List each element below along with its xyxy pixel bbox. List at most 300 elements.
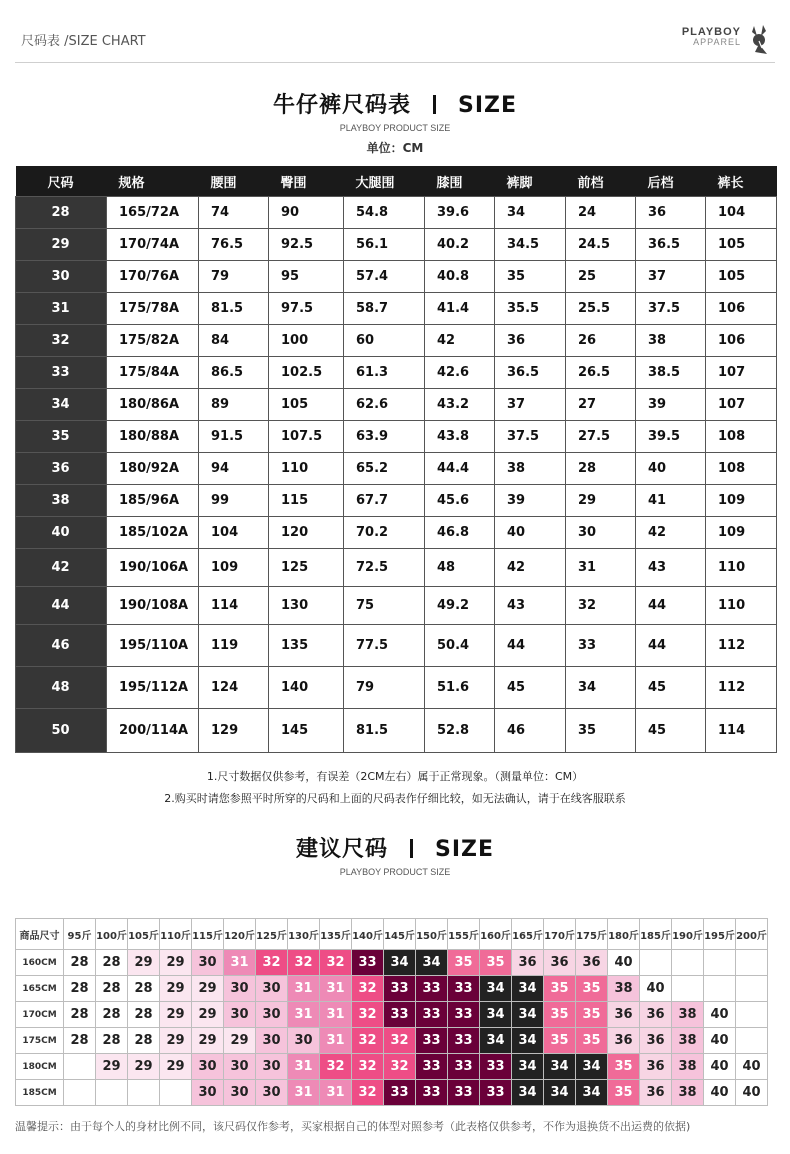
- size-chart-title: 牛仔裤尺码表: [272, 93, 411, 118]
- recommend-cell: 29: [128, 1054, 160, 1080]
- table-cell: 106: [706, 293, 777, 325]
- size-label: 32: [16, 325, 107, 357]
- recommend-cell: 34: [480, 976, 512, 1002]
- recommend-cell: 38: [672, 1028, 704, 1054]
- recommend-cell: 33: [416, 1080, 448, 1106]
- table-cell: 77.5: [344, 625, 425, 667]
- table-cell: 45.6: [425, 485, 495, 517]
- table-cell: 30: [566, 517, 636, 549]
- table-cell: 44: [636, 625, 706, 667]
- weight-header: 200斤: [736, 919, 768, 950]
- table-cell: 50.4: [425, 625, 495, 667]
- table-cell: 109: [199, 549, 269, 587]
- table-cell: 145: [269, 709, 344, 753]
- size-chart-subtitle: PLAYBOY PRODUCT SIZE: [339, 123, 451, 133]
- table-cell: 79: [344, 667, 425, 709]
- table-cell: 25.5: [566, 293, 636, 325]
- table-cell: 76.5: [199, 229, 269, 261]
- recommend-cell: 29: [160, 950, 192, 976]
- size-label: 44: [16, 587, 107, 625]
- recommend-cell: 33: [384, 1002, 416, 1028]
- recommend-cell: 35: [576, 1002, 608, 1028]
- recommend-cell: 36: [640, 1028, 672, 1054]
- table-cell: 42: [495, 549, 566, 587]
- table-cell: 75: [344, 587, 425, 625]
- height-row: [16, 1028, 768, 1054]
- recommend-cell: 32: [352, 1028, 384, 1054]
- table-row: [16, 517, 777, 549]
- recommend-cell: [160, 1080, 192, 1106]
- recommend-cell: 33: [416, 1002, 448, 1028]
- recommend-cell: 30: [192, 950, 224, 976]
- table-cell: 125: [269, 549, 344, 587]
- table-cell: 34: [566, 667, 636, 709]
- recommend-cell: [640, 950, 672, 976]
- table-cell: 25: [566, 261, 636, 293]
- table-cell: 95: [269, 261, 344, 293]
- recommend-cell: 29: [192, 1002, 224, 1028]
- recommend-cell: 32: [352, 1054, 384, 1080]
- recommend-cell: 34: [512, 1054, 544, 1080]
- table-cell: 109: [706, 517, 777, 549]
- table-cell: 60: [344, 325, 425, 357]
- recommend-title-block: [0, 832, 790, 877]
- brand-name: PLAYBOY: [681, 26, 741, 38]
- title-divider: [410, 839, 413, 858]
- recommend-cell: [736, 1028, 768, 1054]
- table-cell: 108: [706, 421, 777, 453]
- table-cell: 24.5: [566, 229, 636, 261]
- recommend-cell: 36: [544, 950, 576, 976]
- table-cell: 40.8: [425, 261, 495, 293]
- table-cell: 140: [269, 667, 344, 709]
- size-label: 46: [16, 625, 107, 667]
- recommend-cell: 31: [320, 1002, 352, 1028]
- table-cell: 100: [269, 325, 344, 357]
- recommend-cell: 40: [640, 976, 672, 1002]
- table-cell: 104: [706, 197, 777, 229]
- recommend-cell: 33: [384, 1080, 416, 1106]
- table-cell: 170/74A: [107, 229, 199, 261]
- table-cell: 135: [269, 625, 344, 667]
- table-cell: 65.2: [344, 453, 425, 485]
- table-cell: 105: [269, 389, 344, 421]
- column-header: 大腿围: [344, 166, 425, 197]
- recommend-cell: 32: [352, 1080, 384, 1106]
- recommend-cell: 31: [224, 950, 256, 976]
- size-label: 30: [16, 261, 107, 293]
- brand-tagline: APPAREL: [693, 37, 741, 47]
- table-cell: 107: [706, 389, 777, 421]
- recommend-cell: 30: [224, 1054, 256, 1080]
- table-cell: 185/96A: [107, 485, 199, 517]
- recommend-cell: 33: [352, 950, 384, 976]
- recommend-cell: 40: [736, 1054, 768, 1080]
- weight-header: 185斤: [640, 919, 672, 950]
- table-cell: 119: [199, 625, 269, 667]
- height-label: 170CM: [16, 1002, 64, 1028]
- table-cell: 39.5: [636, 421, 706, 453]
- table-cell: 32: [566, 587, 636, 625]
- table-cell: 195/110A: [107, 625, 199, 667]
- table-cell: 190/108A: [107, 587, 199, 625]
- table-cell: 38: [636, 325, 706, 357]
- recommend-cell: 30: [256, 1028, 288, 1054]
- recommend-cell: 34: [544, 1054, 576, 1080]
- recommend-cell: 34: [416, 950, 448, 976]
- table-cell: 81.5: [199, 293, 269, 325]
- table-cell: 24: [566, 197, 636, 229]
- table-cell: 52.8: [425, 709, 495, 753]
- table-cell: 42.6: [425, 357, 495, 389]
- table-cell: 105: [706, 261, 777, 293]
- table-row: [16, 229, 777, 261]
- recommend-cell: 30: [256, 976, 288, 1002]
- table-cell: 42: [425, 325, 495, 357]
- recommend-cell: 31: [320, 1080, 352, 1106]
- table-cell: 114: [706, 709, 777, 753]
- table-cell: 31: [566, 549, 636, 587]
- table-cell: 124: [199, 667, 269, 709]
- table-row: [16, 625, 777, 667]
- weight-header: 110斤: [160, 919, 192, 950]
- recommend-cell: 28: [64, 1002, 96, 1028]
- table-cell: 165/72A: [107, 197, 199, 229]
- table-row: [16, 485, 777, 517]
- notes: [0, 766, 790, 810]
- recommend-cell: 28: [128, 1002, 160, 1028]
- height-label: 160CM: [16, 950, 64, 976]
- recommend-cell: 36: [640, 1054, 672, 1080]
- recommend-cell: 32: [352, 1002, 384, 1028]
- table-cell: 37: [636, 261, 706, 293]
- table-cell: 99: [199, 485, 269, 517]
- table-cell: 43.8: [425, 421, 495, 453]
- height-row: [16, 1080, 768, 1106]
- note-2: 2.购买时请您参照平时所穿的尺码和上面的尺码表作仔细比较，如无法确认，请于在线客服联系: [164, 792, 626, 805]
- table-cell: 62.6: [344, 389, 425, 421]
- recommend-cell: 28: [64, 976, 96, 1002]
- table-cell: 91.5: [199, 421, 269, 453]
- table-cell: 39: [636, 389, 706, 421]
- recommend-cell: 34: [512, 976, 544, 1002]
- recommend-cell: 38: [672, 1002, 704, 1028]
- table-cell: 36.5: [495, 357, 566, 389]
- table-cell: 180/88A: [107, 421, 199, 453]
- table-cell: 35.5: [495, 293, 566, 325]
- recommend-cell: 28: [96, 976, 128, 1002]
- recommend-cell: 29: [192, 976, 224, 1002]
- table-cell: 63.9: [344, 421, 425, 453]
- table-cell: 29: [566, 485, 636, 517]
- recommend-cell: 30: [256, 1080, 288, 1106]
- table-cell: 92.5: [269, 229, 344, 261]
- height-label: 185CM: [16, 1080, 64, 1106]
- size-label: 31: [16, 293, 107, 325]
- table-cell: 46: [495, 709, 566, 753]
- recommend-cell: [64, 1054, 96, 1080]
- recommend-cell: 29: [192, 1028, 224, 1054]
- table-cell: 195/112A: [107, 667, 199, 709]
- size-label: 34: [16, 389, 107, 421]
- table-row: [16, 293, 777, 325]
- column-header: 规格: [107, 166, 199, 197]
- table-cell: 170/76A: [107, 261, 199, 293]
- size-label: 50: [16, 709, 107, 753]
- table-cell: 90: [269, 197, 344, 229]
- height-row: [16, 950, 768, 976]
- table-cell: 84: [199, 325, 269, 357]
- recommend-cell: 36: [608, 1028, 640, 1054]
- table-cell: 38.5: [636, 357, 706, 389]
- recommend-cell: 29: [96, 1054, 128, 1080]
- size-label: 40: [16, 517, 107, 549]
- table-cell: 105: [706, 229, 777, 261]
- recommend-cell: [672, 976, 704, 1002]
- recommend-title-en: SIZE: [435, 837, 495, 862]
- recommend-cell: 30: [192, 1054, 224, 1080]
- recommend-cell: 30: [224, 1002, 256, 1028]
- weight-header: 175斤: [576, 919, 608, 950]
- weight-header: 95斤: [64, 919, 96, 950]
- size-label: 42: [16, 549, 107, 587]
- weight-header: 115斤: [192, 919, 224, 950]
- table-cell: 54.8: [344, 197, 425, 229]
- recommend-cell: 29: [160, 976, 192, 1002]
- recommend-cell: 29: [224, 1028, 256, 1054]
- weight-header: 195斤: [704, 919, 736, 950]
- column-header: 裤长: [706, 166, 777, 197]
- recommend-cell: 30: [224, 1080, 256, 1106]
- weight-header: 160斤: [480, 919, 512, 950]
- table-row: [16, 549, 777, 587]
- recommend-cell: 32: [288, 950, 320, 976]
- table-row: [16, 587, 777, 625]
- table-cell: 107: [706, 357, 777, 389]
- table-cell: 175/82A: [107, 325, 199, 357]
- breadcrumb: 尺码表 /SIZE CHART: [21, 34, 146, 49]
- table-cell: 58.7: [344, 293, 425, 325]
- table-cell: 34: [495, 197, 566, 229]
- recommend-cell: 34: [544, 1080, 576, 1106]
- table-cell: 104: [199, 517, 269, 549]
- table-cell: 39.6: [425, 197, 495, 229]
- table-row: [16, 197, 777, 229]
- recommend-cell: 32: [384, 1054, 416, 1080]
- recommend-cell: 34: [512, 1002, 544, 1028]
- table-cell: 67.7: [344, 485, 425, 517]
- weight-header: 130斤: [288, 919, 320, 950]
- weight-header: 165斤: [512, 919, 544, 950]
- table-row: [16, 325, 777, 357]
- recommend-cell: 28: [128, 1028, 160, 1054]
- recommend-cell: 29: [160, 1002, 192, 1028]
- height-label: 175CM: [16, 1028, 64, 1054]
- recommend-cell: 40: [704, 1054, 736, 1080]
- recommend-cell: [64, 1080, 96, 1106]
- recommend-cell: [672, 950, 704, 976]
- recommend-cell: [736, 1002, 768, 1028]
- table-cell: 190/106A: [107, 549, 199, 587]
- recommend-cell: 40: [608, 950, 640, 976]
- table-cell: 34.5: [495, 229, 566, 261]
- table-cell: 175/84A: [107, 357, 199, 389]
- table-cell: 200/114A: [107, 709, 199, 753]
- recommend-cell: 36: [512, 950, 544, 976]
- recommend-cell: 36: [608, 1002, 640, 1028]
- column-header: 腰围: [199, 166, 269, 197]
- recommend-size-table: [15, 918, 768, 1106]
- recommend-cell: 33: [416, 976, 448, 1002]
- table-cell: 102.5: [269, 357, 344, 389]
- table-cell: 41: [636, 485, 706, 517]
- table-cell: 44: [495, 625, 566, 667]
- table-cell: 36: [495, 325, 566, 357]
- recommend-cell: 33: [448, 1080, 480, 1106]
- recommend-cell: 40: [736, 1080, 768, 1106]
- recommend-cell: 35: [576, 976, 608, 1002]
- table-row: [16, 389, 777, 421]
- brand-logo: [682, 26, 741, 47]
- recommend-title: 建议尺码: [295, 837, 388, 862]
- height-row: [16, 1054, 768, 1080]
- table-cell: 61.3: [344, 357, 425, 389]
- recommend-cell: 36: [576, 950, 608, 976]
- table-row: [16, 453, 777, 485]
- size-label: 29: [16, 229, 107, 261]
- weight-header: 100斤: [96, 919, 128, 950]
- recommend-cell: 32: [384, 1028, 416, 1054]
- recommend-cell: 33: [448, 1054, 480, 1080]
- table-cell: 97.5: [269, 293, 344, 325]
- table-cell: 40: [495, 517, 566, 549]
- table-cell: 35: [495, 261, 566, 293]
- recommend-cell: [128, 1080, 160, 1106]
- recommend-cell: [704, 950, 736, 976]
- table-cell: 110: [706, 549, 777, 587]
- note-1: 1.尺寸数据仅供参考，有误差（2CM左右）属于正常现象。（测量单位：CM）: [206, 770, 584, 783]
- recommend-cell: 38: [672, 1054, 704, 1080]
- weight-header: 120斤: [224, 919, 256, 950]
- size-chart-unit: 单位：CM: [366, 141, 424, 155]
- weight-header: 140斤: [352, 919, 384, 950]
- weight-header: 190斤: [672, 919, 704, 950]
- height-row: [16, 1002, 768, 1028]
- table-cell: 44: [636, 587, 706, 625]
- recommend-cell: [736, 950, 768, 976]
- weight-header: 170斤: [544, 919, 576, 950]
- size-label: 38: [16, 485, 107, 517]
- recommend-cell: 33: [416, 1054, 448, 1080]
- size-label: 48: [16, 667, 107, 709]
- recommend-cell: 31: [288, 1002, 320, 1028]
- recommend-cell: 30: [224, 976, 256, 1002]
- recommend-cell: 31: [288, 1054, 320, 1080]
- table-cell: 112: [706, 667, 777, 709]
- height-row: [16, 976, 768, 1002]
- weight-header: 105斤: [128, 919, 160, 950]
- recommend-cell: 34: [480, 1002, 512, 1028]
- table-cell: 26.5: [566, 357, 636, 389]
- recommend-cell: 35: [448, 950, 480, 976]
- table-cell: 180/86A: [107, 389, 199, 421]
- recommend-cell: 33: [448, 976, 480, 1002]
- recommend-cell: 36: [640, 1002, 672, 1028]
- recommend-cell: 34: [512, 1080, 544, 1106]
- table-cell: 45: [636, 667, 706, 709]
- table-row: [16, 709, 777, 753]
- size-label: 36: [16, 453, 107, 485]
- table-cell: 43.2: [425, 389, 495, 421]
- recommend-cell: 30: [256, 1002, 288, 1028]
- recommend-cell: 36: [640, 1080, 672, 1106]
- table-cell: 120: [269, 517, 344, 549]
- recommend-cell: 35: [576, 1028, 608, 1054]
- recommend-cell: 35: [544, 1028, 576, 1054]
- recommend-cell: 34: [576, 1080, 608, 1106]
- table-cell: 49.2: [425, 587, 495, 625]
- table-cell: 129: [199, 709, 269, 753]
- recommend-cell: 35: [544, 1002, 576, 1028]
- table-cell: 109: [706, 485, 777, 517]
- table-cell: 70.2: [344, 517, 425, 549]
- weight-header: 150斤: [416, 919, 448, 950]
- table-cell: 107.5: [269, 421, 344, 453]
- table-cell: 43: [636, 549, 706, 587]
- table-cell: 27.5: [566, 421, 636, 453]
- recommend-cell: 40: [704, 1080, 736, 1106]
- table-cell: 44.4: [425, 453, 495, 485]
- table-cell: 43: [495, 587, 566, 625]
- table-cell: 175/78A: [107, 293, 199, 325]
- table-cell: 115: [269, 485, 344, 517]
- table-cell: 41.4: [425, 293, 495, 325]
- title-divider: [433, 95, 436, 114]
- recommend-cell: [704, 976, 736, 1002]
- table-cell: 37.5: [636, 293, 706, 325]
- table-cell: 79: [199, 261, 269, 293]
- table-cell: 89: [199, 389, 269, 421]
- table-cell: 112: [706, 625, 777, 667]
- weight-header: 125斤: [256, 919, 288, 950]
- column-header: 后档: [636, 166, 706, 197]
- size-label: 33: [16, 357, 107, 389]
- table-cell: 36: [636, 197, 706, 229]
- recommend-cell: 34: [576, 1054, 608, 1080]
- recommend-cell: 32: [320, 1054, 352, 1080]
- table-cell: 26: [566, 325, 636, 357]
- table-cell: 48: [425, 549, 495, 587]
- recommend-cell: 38: [608, 976, 640, 1002]
- table-cell: 81.5: [344, 709, 425, 753]
- recommend-subtitle: PLAYBOY PRODUCT SIZE: [339, 867, 451, 877]
- table-cell: 40.2: [425, 229, 495, 261]
- recommend-cell: 40: [704, 1028, 736, 1054]
- table-cell: 110: [269, 453, 344, 485]
- table-cell: 42: [636, 517, 706, 549]
- size-chart-title-block: [0, 88, 790, 156]
- size-label: 28: [16, 197, 107, 229]
- recommend-cell: 33: [480, 1080, 512, 1106]
- table-cell: 114: [199, 587, 269, 625]
- bunny-logo-icon: [747, 24, 769, 56]
- recommend-cell: 32: [320, 950, 352, 976]
- recommend-cell: 33: [416, 1028, 448, 1054]
- column-header: 臀围: [269, 166, 344, 197]
- recommend-cell: 32: [352, 976, 384, 1002]
- recommend-cell: 30: [288, 1028, 320, 1054]
- height-label: 180CM: [16, 1054, 64, 1080]
